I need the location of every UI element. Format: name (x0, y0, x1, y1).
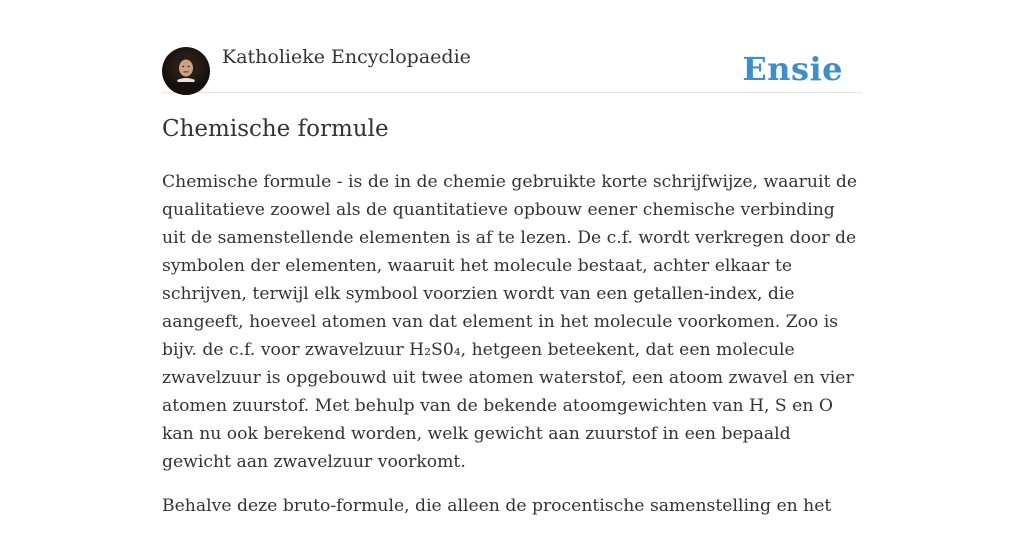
article-body (162, 168, 862, 536)
source-avatar[interactable] (162, 47, 210, 95)
article-page (162, 0, 862, 516)
brand-logo[interactable]: Ensie (742, 50, 843, 88)
source-name[interactable]: Katholieke Encyclopaedie (222, 46, 471, 68)
article-header (162, 0, 862, 93)
article-paragraph: Behalve deze bruto-formule, die alleen de procentische samenstelling en het (162, 496, 832, 516)
portrait-icon (162, 47, 210, 95)
article-title: Chemische formule (162, 116, 389, 142)
article-paragraph: Chemische formule - is de in de chemie gebruikte korte schrijfwijze, waaruit de qualitatieve zoowel als de quantitatieve opbouw eener chemische verbinding uit de samenstellende elementen is af te lezen. De c.f. wordt verkregen door de symbolen der elementen, waaruit het molecule bestaat, achter elkaar te schrijven, terwijl elk symbool voorzien wordt van een getallen-index, die aangeeft, hoeveel atomen van dat element in het molecule voorkomen. Zoo is bijv. de c.f. voor zwavelzuur H₂S0₄, hetgeen beteekent, dat een molecule zwavelzuur is opgebouwd uit twee atomen waterstof, een atoom zwavel en vier atomen zuurstof. Met behulp van de bekende atoomgewichten van H, S en O kan nu ook berekend worden, welk gewicht aan zuurstof in een bepaald gewicht aan zwavelzuur voorkomt. (162, 172, 857, 472)
